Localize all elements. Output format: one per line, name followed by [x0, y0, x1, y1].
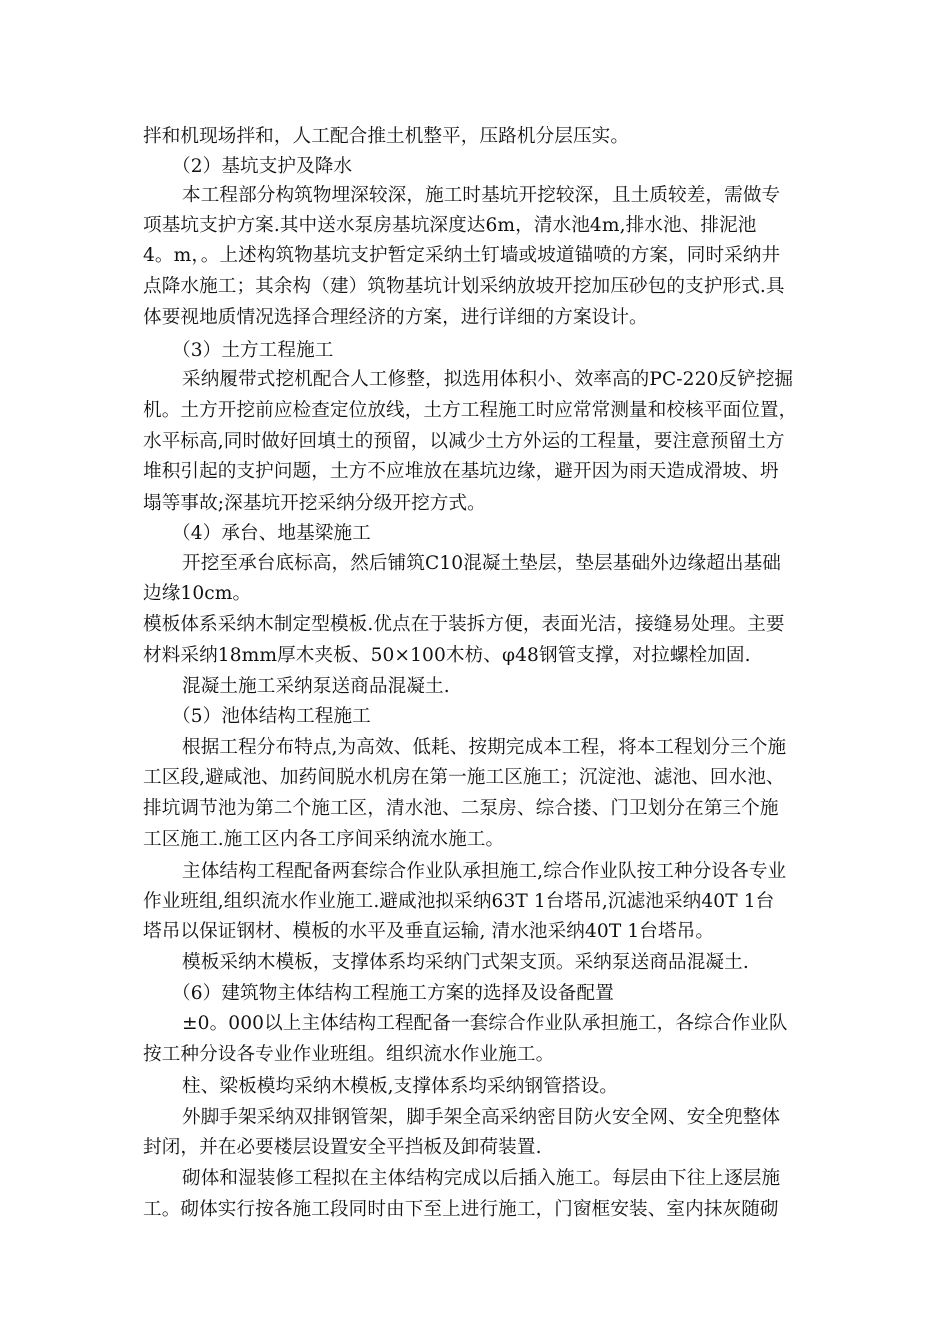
body-text-line: 本工程部分构筑物埋深较深，施工时基坑开挖较深，且土质较差，需做专 — [182, 185, 781, 206]
body-text-line: 拌和机现场拌和，人工配合推土机整平，压路机分层压实。 — [143, 126, 630, 147]
section-heading-pile-cap: （4）承台、地基梁施工 — [172, 523, 371, 544]
body-text-line: 4。m，。上述构筑物基坑支护暂定采纳土钉墙或坡道锚喷的方案，同时采纳井 — [143, 245, 781, 266]
body-text-line: 作业班组,组织流水作业施工.避咸池拟采纳63T 1台塔吊,沉滤池采纳40T 1台 — [143, 891, 775, 912]
section-heading-main-structure-plan: （6）建筑物主体结构工程施工方案的选择及设备配置 — [172, 983, 614, 1004]
body-text-line: 开挖至承台底标高，然后铺筑C10混凝土垫层，垫层基础外边缘超出基础 — [182, 553, 782, 574]
body-text-line: 点降水施工；其余构（建）筑物基坑计划采纳放坡开挖加压砂包的支护形式.具 — [143, 276, 785, 297]
body-text-line: 柱、梁板模均采纳木模板,支撑体系均采纳钢管搭设。 — [182, 1076, 618, 1097]
body-text-line: 根据工程分布特点,为高效、低耗、按期完成本工程，将本工程划分三个施 — [182, 737, 787, 758]
body-text-line: 模板采纳木模板，支撑体系均采纳门式架支顶。采纳泵送商品混凝土. — [182, 952, 749, 973]
body-text-line: 工区段,避咸池、加药间脱水机房在第一施工区施工；沉淀池、滤池、回水池、 — [143, 767, 785, 788]
body-text-line: 机。土方开挖前应检查定位放线，土方工程施工时应常常测量和校核平面位置， — [143, 400, 798, 421]
body-text-line: 混凝土施工采纳泵送商品混凝土. — [182, 676, 450, 697]
section-heading-foundation-pit-support: （2）基坑支护及降水 — [172, 156, 353, 177]
body-text-line: 项基坑支护方案.其中送水泵房基坑深度达6m，清水池4m,排水池、排泥池 — [143, 215, 757, 236]
body-text-line: 排坑调节池为第二个施工区，清水池、二泵房、综合搂、门卫划分在第三个施 — [143, 798, 779, 819]
body-text-line: 封闭，并在必要楼层设置安全平挡板及卸荷装置. — [143, 1137, 542, 1158]
body-text-line: 采纳履带式挖机配合人工修整，拟选用体积小、效率高的PC-220反铲挖掘 — [182, 369, 794, 390]
body-text-line: 外脚手架采纳双排钢管架，脚手架全高采纳密目防火安全网、安全兜整体 — [182, 1107, 781, 1128]
body-text-line: 工区施工.施工区内各工序间采纳流水施工。 — [143, 829, 505, 850]
body-text-line: 边缘10cm。 — [143, 583, 252, 604]
body-text-line: 砌体和湿装修工程拟在主体结构完成以后插入施工。每层由下往上逐层施 — [182, 1168, 781, 1189]
body-text-line: 材料采纳18mm厚木夹板、50×100木枋、φ48钢管支撑，对拉螺栓加固. — [143, 645, 751, 666]
body-text-line: 水平标高,同时做好回填土的预留，以减少土方外运的工程量，要注意预留土方 — [143, 431, 785, 452]
body-text-line: 模板体系采纳木制定型模板.优点在于装拆方便，表面光洁，接缝易处理。主要 — [143, 614, 785, 635]
body-text-line: 体要视地质情况选择合理经济的方案，进行详细的方案设计。 — [143, 307, 648, 328]
body-text-line: 按工种分设各专业作业班组。组织流水作业施工。 — [143, 1044, 555, 1065]
body-text-line: 主体结构工程配备两套综合作业队承担施工,综合作业队按工种分设各专业 — [182, 861, 787, 882]
section-heading-earthwork: （3）土方工程施工 — [172, 340, 334, 361]
body-text-line: 工。砌体实行按各施工段同时由下至上进行施工，门窗框安装、室内抹灰随砌 — [143, 1199, 779, 1220]
body-text-line: 塌等事故;深基坑开挖采纳分级开挖方式。 — [143, 493, 486, 514]
section-heading-pool-structure: （5）池体结构工程施工 — [172, 706, 371, 727]
body-text-line: ±0。000以上主体结构工程配备一套综合作业队承担施工，各综合作业队 — [182, 1013, 788, 1034]
body-text-line: 塔吊以保证钢材、模板的水平及垂直运输, 清水池采纳40T 1台塔吊。 — [143, 921, 715, 942]
body-text-line: 堆积引起的支护问题，土方不应堆放在基坑边缘，避开因为雨天造成滑坡、坍 — [143, 461, 779, 482]
